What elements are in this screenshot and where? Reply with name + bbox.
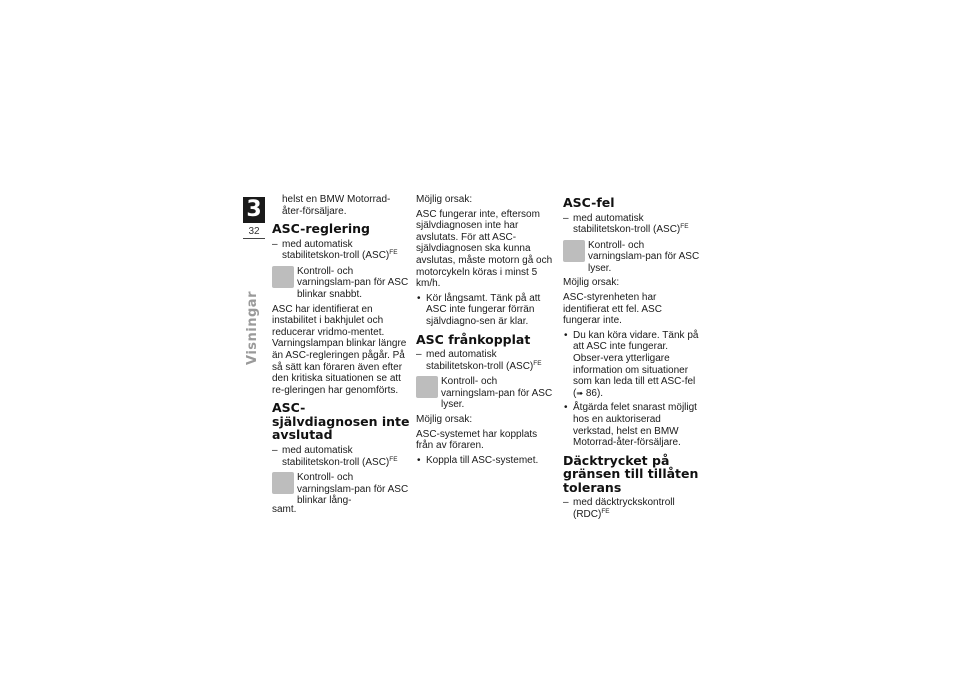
page-divider bbox=[243, 238, 265, 239]
heading-tire-pressure: Däcktrycket på gränsen till tillåten tolerans bbox=[563, 452, 699, 495]
warning-lamp-icon bbox=[563, 240, 585, 262]
warning-text: Kontroll- och varningslam-pan för ASC lyser. bbox=[588, 239, 700, 274]
warning-asc-blinks-slow bbox=[272, 472, 410, 507]
column-2 bbox=[416, 194, 554, 469]
column-3 bbox=[563, 194, 701, 523]
bullet-repair-fault: • Åtgärda felet snarast möjligt hos en auktoriserad verkstad, helst en BMW Motorrad-åter-försäljare. bbox=[563, 402, 701, 448]
chapter-number-tab: 3 bbox=[243, 197, 265, 223]
warning-asc-fault-lit bbox=[563, 240, 701, 275]
cause-label-2: Möjlig orsak: bbox=[416, 414, 473, 425]
heading-asc-off: ASC frånkopplat bbox=[416, 331, 531, 347]
warning-text: Kontroll- och varningslam-pan för ASC blinkar snabbt. bbox=[297, 265, 409, 301]
option-asc-diag: – med automatisk stabilitetskon-troll (ASC)$^{FE}$ bbox=[272, 445, 410, 468]
option-asc-off: – med automatisk stabilitetskon-troll (ASC)$^{FE}$ bbox=[416, 349, 554, 372]
bullet-continue-driving: • Du kan köra vidare. Tänk på att ASC inte fungerar. Obser-vera ytterligare information om situationer som kan leda till ett ASC-fel (➠ 86). bbox=[563, 330, 701, 400]
cause-text: ASC-styrenheten har identifierat ett fel. ASC fungerar inte. bbox=[563, 292, 662, 327]
page-ref-arrow-icon: ➠ bbox=[576, 388, 584, 398]
cause-text: ASC fungerar inte, eftersom självdiagnosen inte har avslutats. För att ASC-självdiagnosen ska kunna avslutas, måste motorn gå och motorcykeln köras i minst 5 km/h. bbox=[416, 208, 553, 290]
asc-body-text: ASC har identifierat en instabilitet i bakhjulet och reducerar vridmo-mentet. Varningslampan blinkar längre än ASC-regleringen pågår. På så sätt kan föraren även efter den kritiska situationen se att re-gleringen har genomförts. bbox=[272, 303, 407, 396]
bullet-enable-asc: • Koppla till ASC-systemet. bbox=[416, 455, 554, 467]
warning-lamp-icon bbox=[272, 266, 294, 288]
warning-text-tail: samt. bbox=[272, 503, 297, 515]
option-rdc: – med däcktryckskontroll (RDC)$^{FE}$ bbox=[563, 497, 701, 520]
cause-label: Möjlig orsak: bbox=[416, 194, 473, 205]
bullet-drive-slowly: • Kör långsamt. Tänk på att ASC inte fungerar förrän självdiagno-sen är klar. bbox=[416, 293, 554, 328]
intro-text: helst en BMW Motorrad-åter-försäljare. bbox=[282, 194, 391, 217]
cause-label: Möjlig orsak: bbox=[563, 277, 620, 289]
warning-asc-lit bbox=[416, 376, 554, 411]
warning-asc-blinks-fast bbox=[272, 266, 410, 301]
option-asc: – med automatisk stabilitetskon-troll (ASC)$^{FE}$ bbox=[272, 239, 410, 262]
page-number: 32 bbox=[248, 226, 260, 237]
heading-asc-reglering: ASC-reglering bbox=[272, 221, 370, 237]
warning-text: Kontroll- och varningslam-pan för ASC lyser. bbox=[441, 376, 553, 411]
warning-lamp-icon bbox=[416, 376, 438, 398]
warning-lamp-icon bbox=[272, 472, 294, 494]
chapter-title: Visningar bbox=[245, 291, 260, 365]
column-1 bbox=[272, 194, 410, 518]
option-asc-fault: – med automatisk stabilitetskon-troll (ASC)$^{FE}$ bbox=[563, 213, 701, 236]
heading-asc-diagnos: ASC-självdiagnosen inte avslutad bbox=[272, 400, 410, 443]
warning-text: Kontroll- och varningslam-pan för ASC blinkar lång- bbox=[297, 472, 409, 507]
cause-text-2: ASC-systemet har kopplats från av föraren. bbox=[416, 428, 538, 452]
heading-asc-fel: ASC-fel bbox=[563, 195, 615, 210]
